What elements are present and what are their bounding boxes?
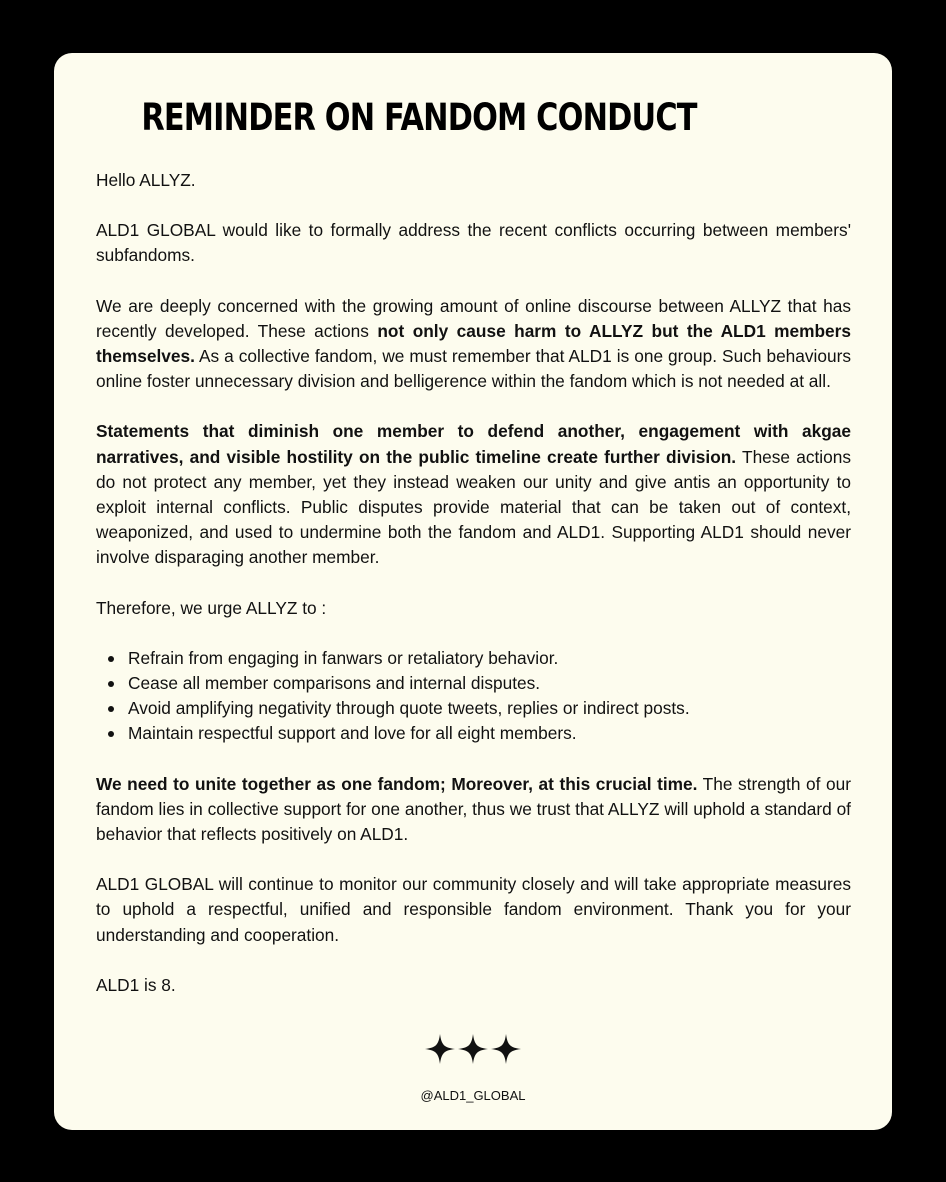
list-item: Maintain respectful support and love for all eight members. (128, 721, 851, 746)
paragraph-statements-text: These actions do not protect any member, yet they instead weaken our unity and give antis an opportunity to exploit internal conflicts. Public disputes provide material that can be taken out of context, weaponized, and used to undermine both the fandom and ALD1. Supporting ALD1 should never involve disparaging another member. (96, 446, 851, 568)
list-item: Refrain from engaging in fanwars or retaliatory behavior. (128, 646, 851, 671)
paragraph-unite-bold: We need to unite together as one fandom; Moreover, at this crucial time. (96, 773, 698, 794)
urge-intro: Therefore, we urge ALLYZ to : (96, 597, 327, 618)
greeting: Hello ALLYZ. (96, 170, 196, 190)
three-sparkles-icon (0, 1032, 946, 1071)
paragraph-monitor: ALD1 GLOBAL will continue to monitor our community closely and will take appropriate measures to uphold a respectful, unified and responsible fandom environment. Thank you for your understanding and cooperation. (96, 874, 851, 945)
paragraph-statements (96, 419, 851, 570)
list-item: Cease all member comparisons and internal disputes. (128, 671, 851, 696)
account-handle: @ALD1_GLOBAL (420, 1088, 526, 1103)
page-title: REMINDER ON FANDOM CONDUCT (141, 96, 697, 139)
closing-line: ALD1 is 8. (96, 974, 176, 995)
paragraph-concern-bold: not only cause harm to ALLYZ but the ALD1 members themselves. (96, 320, 851, 367)
paragraph-concern (96, 294, 851, 395)
paragraph-unite (96, 772, 851, 848)
paragraph-concern-text: We are deeply concerned with the growing amount of online discourse between ALLYZ that has recently developed. These actions (96, 295, 851, 341)
paragraph-address: ALD1 GLOBAL would like to formally address the recent conflicts occurring between members' subfandoms. (96, 220, 851, 266)
paragraph-statements-bold: Statements that diminish one member to defend another, engagement with akgae narratives, and visible hostility on the public timeline create further division. (96, 421, 851, 467)
notice-body (96, 168, 851, 1023)
paragraph-unite-text: The strength of our fandom lies in collective support for one another, thus we trust that ALLYZ will uphold a standard of behavior that reflects positively on ALD1. (96, 773, 851, 845)
list-item: Avoid amplifying negativity through quote tweets, replies or indirect posts. (128, 696, 851, 721)
urge-list (96, 646, 851, 747)
paragraph-concern-text-after: As a collective fandom, we must remember that ALD1 is one group. Such behaviours online foster unnecessary division and belligerence within the fandom which is not needed at all. (96, 346, 851, 392)
